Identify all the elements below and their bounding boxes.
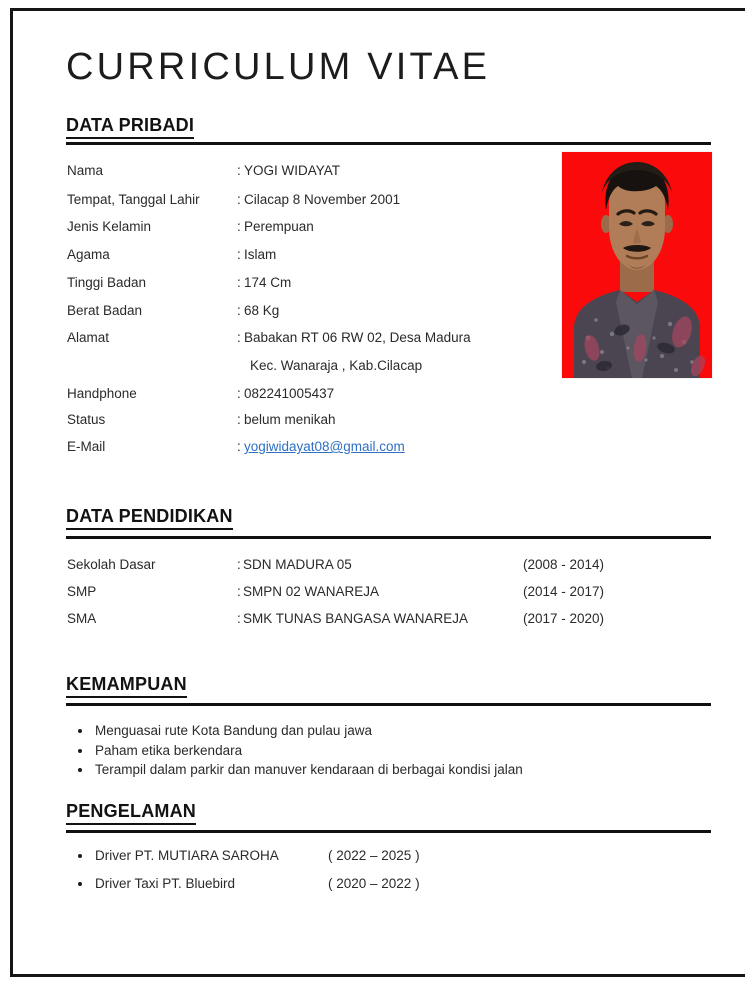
experience-text: Driver Taxi PT. Bluebird (95, 876, 236, 891)
education-school-elementary: SDN MADURA 05 (243, 557, 352, 572)
section-heading-experience: PENGELAMAN (66, 801, 196, 825)
section-heading-skills: KEMAMPUAN (66, 674, 187, 698)
bullet-icon (78, 768, 82, 772)
page-title: CURRICULUM VITAE (66, 46, 491, 88)
bullet-icon (78, 882, 82, 886)
education-level-junior: SMP (67, 584, 97, 599)
personal-label-nama: Nama (67, 163, 104, 178)
personal-colon: : (237, 330, 241, 345)
education-years-senior: (2017 - 2020) (523, 611, 605, 626)
personal-label-religion: Agama (67, 247, 110, 262)
personal-colon: : (237, 219, 241, 234)
section-heading-education: DATA PENDIDIKAN (66, 506, 233, 530)
personal-colon: : (237, 163, 241, 178)
bullet-icon (78, 749, 82, 753)
education-level-elementary: Sekolah Dasar (67, 557, 156, 572)
personal-value-birthplace: Cilacap 8 November 2001 (244, 192, 401, 207)
personal-value-phone: 082241005437 (244, 386, 335, 401)
personal-colon: : (237, 439, 241, 454)
education-years-junior: (2014 - 2017) (523, 584, 605, 599)
skill-text: Terampil dalam parkir dan manuver kendaraan di berbagai kondisi jalan (95, 762, 523, 777)
skill-text: Menguasai rute Kota Bandung dan pulau jawa (95, 723, 372, 738)
personal-label-status: Status (67, 412, 106, 427)
personal-label-address: Alamat (67, 330, 110, 345)
personal-label-height: Tinggi Badan (67, 275, 147, 290)
personal-colon: : (237, 247, 241, 262)
personal-colon: : (237, 192, 241, 207)
personal-colon: : (237, 412, 241, 427)
section-rule-personal-data (66, 142, 711, 145)
personal-value-weight: 68 Kg (244, 303, 280, 318)
education-colon: : (237, 584, 241, 599)
section-rule-experience (66, 830, 711, 833)
personal-label-phone: Handphone (67, 386, 137, 401)
education-years-elementary: (2008 - 2014) (523, 557, 605, 572)
personal-value-address: Babakan RT 06 RW 02, Desa Madura (244, 330, 471, 345)
applicant-photo (562, 152, 712, 378)
education-school-senior: SMK TUNAS BANGASA WANAREJA (243, 611, 469, 626)
section-heading-personal-data: DATA PRIBADI (66, 115, 194, 139)
personal-value-religion: Islam (244, 247, 277, 262)
section-rule-education (66, 536, 711, 539)
personal-label-gender: Jenis Kelamin (67, 219, 152, 234)
personal-colon: : (237, 275, 241, 290)
experience-text: Driver PT. MUTIARA SAROHA (95, 848, 279, 863)
personal-value-height: 174 Cm (244, 275, 292, 290)
bullet-icon (78, 729, 82, 733)
personal-label-email: E-Mail (67, 439, 106, 454)
personal-value-address-line2: Kec. Wanaraja , Kab.Cilacap (250, 358, 423, 373)
personal-colon: : (237, 386, 241, 401)
experience-years: ( 2020 – 2022 ) (328, 876, 420, 891)
personal-colon: : (237, 303, 241, 318)
experience-years: ( 2022 – 2025 ) (328, 848, 420, 863)
personal-value-nama: YOGI WIDAYAT (244, 163, 341, 178)
skill-text: Paham etika berkendara (95, 743, 243, 758)
education-level-senior: SMA (67, 611, 97, 626)
email-link[interactable]: yogiwidayat08@gmail.com (244, 439, 405, 454)
bullet-icon (78, 854, 82, 858)
personal-value-gender: Perempuan (244, 219, 314, 234)
education-school-junior: SMPN 02 WANAREJA (243, 584, 380, 599)
section-rule-skills (66, 703, 711, 706)
personal-label-birthplace: Tempat, Tanggal Lahir (67, 192, 200, 207)
education-colon: : (237, 557, 241, 572)
portrait-illustration (562, 152, 712, 378)
education-colon: : (237, 611, 241, 626)
personal-label-weight: Berat Badan (67, 303, 143, 318)
personal-value-status: belum menikah (244, 412, 336, 427)
